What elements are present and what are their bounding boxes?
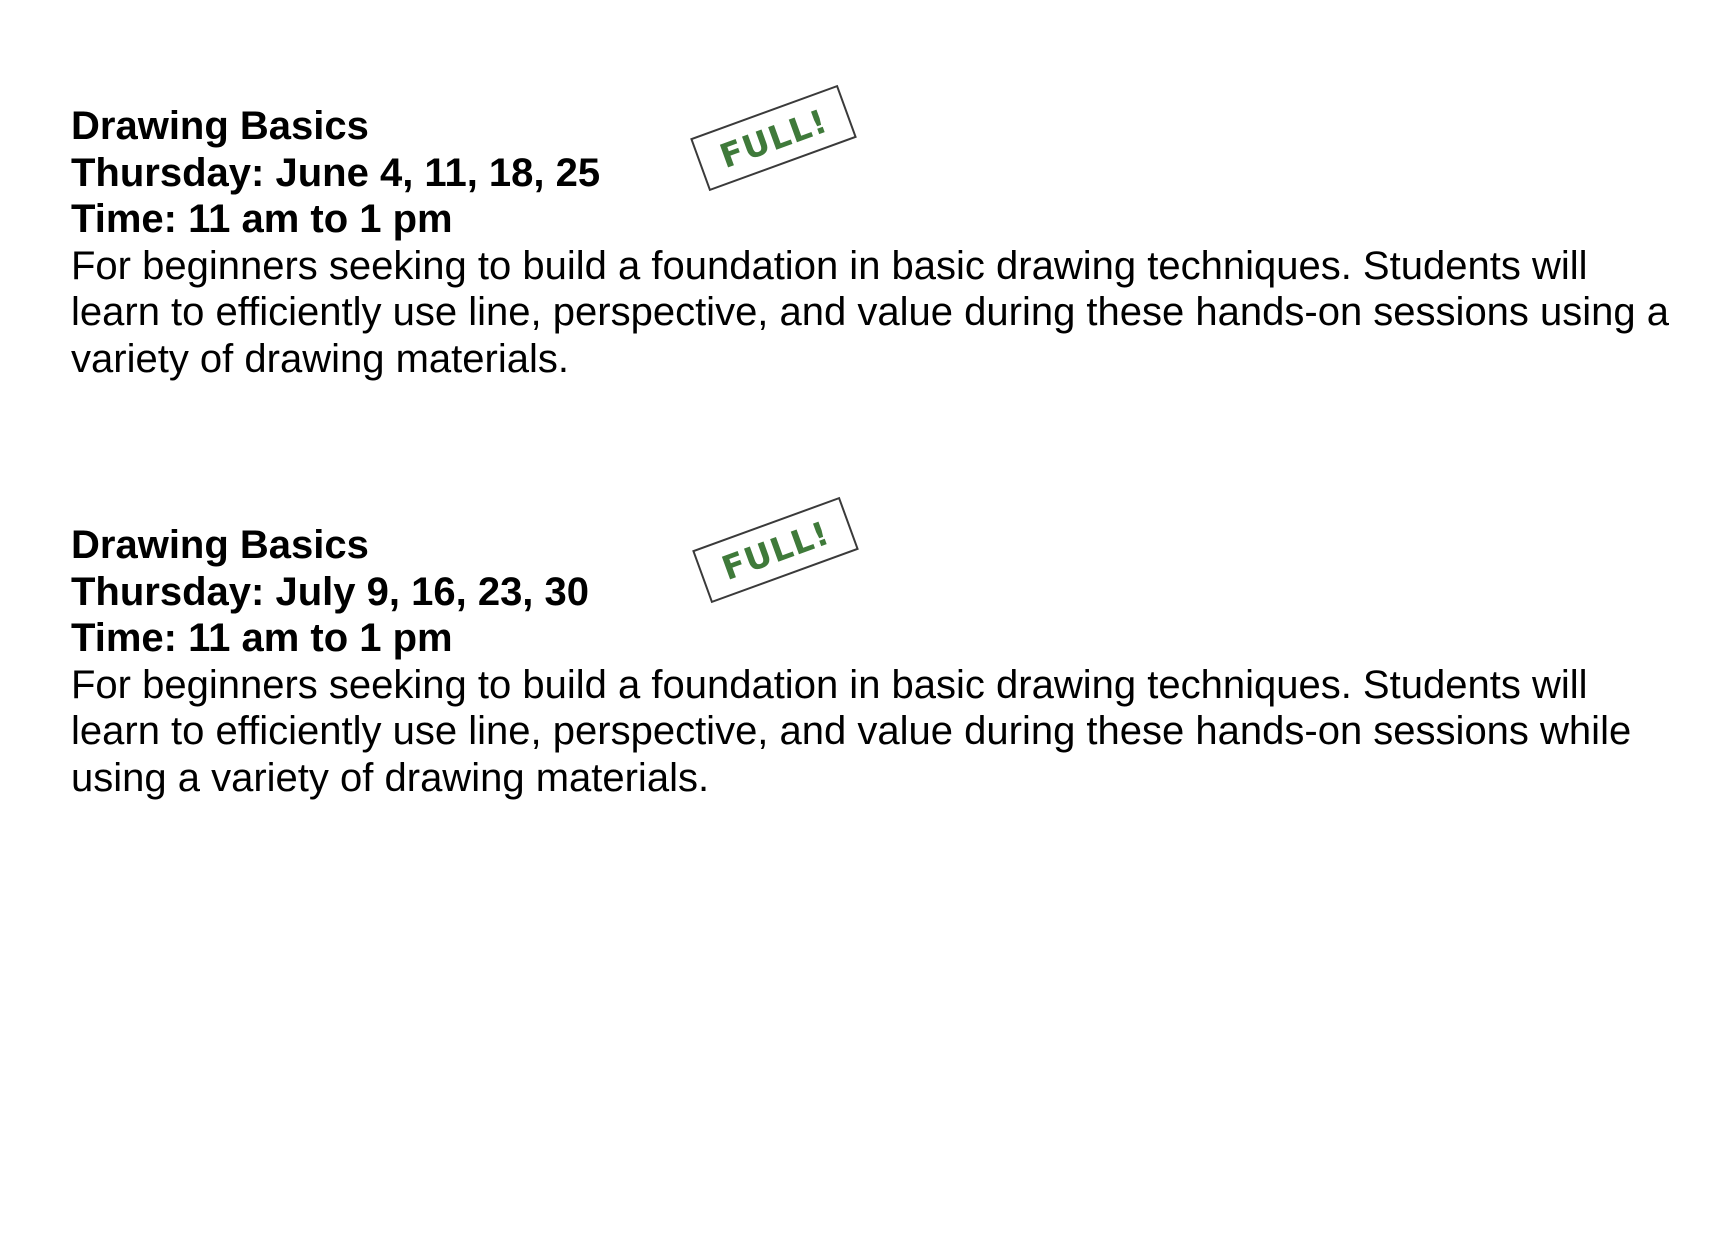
- class-dates: Thursday: June 4, 11, 18, 25: [71, 150, 601, 195]
- class-title: Drawing Basics: [71, 104, 369, 148]
- class-listing: [71, 522, 1671, 801]
- full-stamp-label: FULL!: [714, 100, 833, 176]
- class-time: Time: 11 am to 1 pm: [71, 616, 453, 660]
- class-description: For beginners seeking to build a foundation in basic drawing techniques. Students will learn to efficiently use line, perspective, and value during these hands-on sessions while using a variety of drawing materials.: [71, 662, 1632, 800]
- full-stamp-label: FULL!: [716, 512, 835, 588]
- class-dates: Thursday: July 9, 16, 23, 30: [71, 569, 590, 614]
- class-listing: [71, 100, 1671, 382]
- class-title: Drawing Basics: [71, 523, 369, 567]
- class-description: For beginners seeking to build a foundation in basic drawing techniques. Students will learn to efficiently use line, perspective, and value during these hands-on sessions using a variety of drawing materials.: [71, 243, 1670, 381]
- class-time: Time: 11 am to 1 pm: [71, 197, 453, 241]
